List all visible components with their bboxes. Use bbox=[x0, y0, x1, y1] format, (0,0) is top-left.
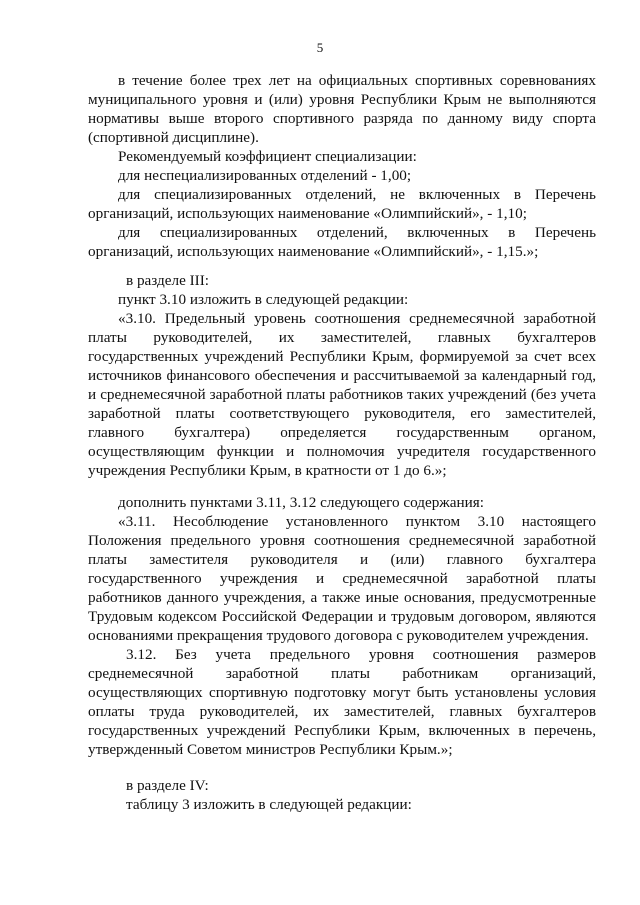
text-line: (спортивной дисциплине). bbox=[88, 129, 259, 146]
text-line: государственного учреждения и среднемесячной заработной платы bbox=[88, 570, 596, 587]
page-number: 5 bbox=[316, 40, 324, 55]
text-line: дополнить пунктами 3.11, 3.12 следующего содержания: bbox=[118, 494, 485, 511]
text-line: источников финансового обеспечения и рассчитываемой за календарный год, bbox=[88, 367, 596, 384]
text-line: организаций, использующих наименование «Олимпийский», - 1,15.»; bbox=[88, 243, 539, 260]
text-line: в разделе III: bbox=[126, 272, 210, 289]
text-line: Трудовым кодексом Российской Федерации и трудовым договором, являются bbox=[88, 608, 596, 625]
text-line: в разделе IV: bbox=[126, 777, 209, 794]
text-line: осуществляющих спортивную подготовку могут быть установлены условия bbox=[88, 684, 596, 701]
text-line: таблицу 3 изложить в следующей редакции: bbox=[126, 796, 412, 813]
text-line: государственных учреждений Республики Крым, формируемой за счет всех bbox=[88, 348, 596, 365]
text-line: оплаты труда руководителей, их заместителей, главных бухгалтеров bbox=[88, 703, 596, 720]
text-line: платы руководителей, их заместителей, главных бухгалтеров bbox=[88, 329, 596, 346]
text-line: утвержденный Советом министров Республики Крым.»; bbox=[88, 741, 453, 758]
text-line: пункт 3.10 изложить в следующей редакции: bbox=[118, 291, 409, 308]
text-line: платы заместителя руководителя и (или) главного бухгалтера bbox=[88, 551, 596, 568]
text-line: среднемесячной заработной платы работникам организаций, bbox=[88, 665, 596, 682]
text-line: для специализированных отделений, включенных в Перечень bbox=[118, 224, 596, 241]
text-line: «3.11. Несоблюдение установленного пунктом 3.10 настоящего bbox=[118, 513, 596, 530]
text-line: нормативы выше второго спортивного разряда по данному виду спорта bbox=[88, 110, 596, 127]
text-line: и среднемесячной заработной платы работников таких учреждений (без учета bbox=[88, 386, 596, 403]
text-line: 3.12. Без учета предельного уровня соотношения размеров bbox=[126, 646, 596, 663]
text-line: для неспециализированных отделений - 1,00; bbox=[118, 167, 412, 184]
text-line: муниципального уровня и (или) уровня Республики Крым не выполняются bbox=[88, 91, 596, 108]
text-line: Рекомендуемый коэффициент специализации: bbox=[118, 148, 417, 165]
text-line: работников данного учреждения, а также иные основания, предусмотренные bbox=[88, 589, 596, 606]
text-line: заработной платы соответствующего руководителя, его заместителей, bbox=[88, 405, 596, 422]
text-line: в течение более трех лет на официальных спортивных соревнованиях bbox=[118, 72, 596, 89]
text-line: для специализированных отделений, не включенных в Перечень bbox=[118, 186, 596, 203]
text-line: учреждения Республики Крым, в кратности от 1 до 6.»; bbox=[88, 462, 447, 479]
text-line: организаций, использующих наименование «Олимпийский», - 1,10; bbox=[88, 205, 527, 222]
text-line: Положения предельного уровня соотношения среднемесячной заработной bbox=[88, 532, 596, 549]
text-line: осуществляющим функции и полномочия учредителя государственного bbox=[88, 443, 596, 460]
text-line: главного бухгалтера) определяется государственным органом, bbox=[88, 424, 596, 441]
text-line: основаниями прекращения трудового договора с руководителем учреждения. bbox=[88, 627, 589, 644]
text-line: «3.10. Предельный уровень соотношения среднемесячной заработной bbox=[118, 310, 596, 327]
text-line: государственных учреждений Республики Крым, включенных в перечень, bbox=[88, 722, 596, 739]
